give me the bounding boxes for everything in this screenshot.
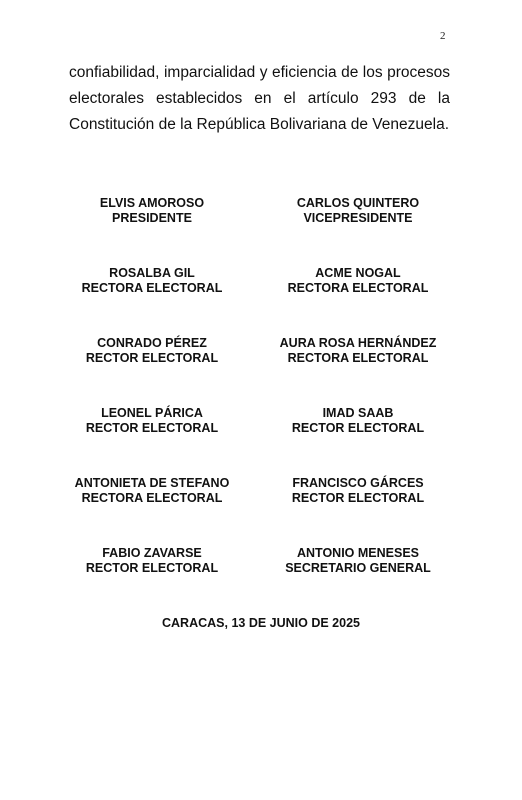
signature-block	[253, 546, 463, 575]
signatory-name: ANTONIETA DE STEFANO	[74, 476, 230, 490]
signature-block	[47, 546, 257, 575]
signature-block	[47, 266, 257, 295]
signatory-role: VICEPRESIDENTE	[303, 210, 413, 225]
signatory-role: RECTORA ELECTORAL	[287, 350, 429, 365]
signatory-name: CONRADO PÉREZ	[97, 336, 207, 350]
signature-block	[253, 266, 463, 295]
page-number: 2	[440, 30, 446, 42]
signatory-role: RECTOR ELECTORAL	[85, 350, 219, 365]
signatory-name: CARLOS QUINTERO	[296, 196, 420, 210]
signatory-name: AURA ROSA HERNÁNDEZ	[279, 336, 437, 350]
signatory-name: ACME NOGAL	[315, 266, 401, 280]
signature-block	[253, 406, 463, 435]
signatory-name: FRANCISCO GÁRCES	[292, 476, 424, 490]
place-and-date: CARACAS, 13 DE JUNIO DE 2025	[162, 616, 360, 630]
signatory-role: RECTORA ELECTORAL	[81, 490, 223, 505]
signatory-role: RECTORA ELECTORAL	[287, 280, 429, 295]
signature-block	[47, 476, 257, 505]
signature-block	[253, 476, 463, 505]
signatory-name: IMAD SAAB	[322, 406, 394, 420]
signatory-role: RECTORA ELECTORAL	[81, 280, 223, 295]
signatory-role: RECTOR ELECTORAL	[291, 490, 425, 505]
signatory-name: LEONEL PÁRICA	[101, 406, 203, 420]
signatory-role: RECTOR ELECTORAL	[291, 420, 425, 435]
signature-block	[253, 336, 463, 365]
signatory-name: ROSALBA GIL	[109, 266, 195, 280]
signatory-role: RECTOR ELECTORAL	[85, 560, 219, 575]
body-paragraph: confiabilidad, imparcialidad y eficiencia de los procesos electorales establecidos en el artículo 293 de la Constitución de la República Bolivariana de Venezuela.	[69, 64, 450, 133]
signatory-name: FABIO ZAVARSE	[102, 546, 202, 560]
signature-block	[47, 336, 257, 365]
signature-block	[47, 196, 257, 225]
signature-block	[253, 196, 463, 225]
signatory-role: PRESIDENTE	[112, 210, 192, 225]
signatory-name: ELVIS AMOROSO	[99, 196, 205, 210]
signatory-name: ANTONIO MENESES	[296, 546, 419, 560]
signature-block	[47, 406, 257, 435]
signatory-role: SECRETARIO GENERAL	[285, 560, 431, 575]
signatory-role: RECTOR ELECTORAL	[85, 420, 219, 435]
